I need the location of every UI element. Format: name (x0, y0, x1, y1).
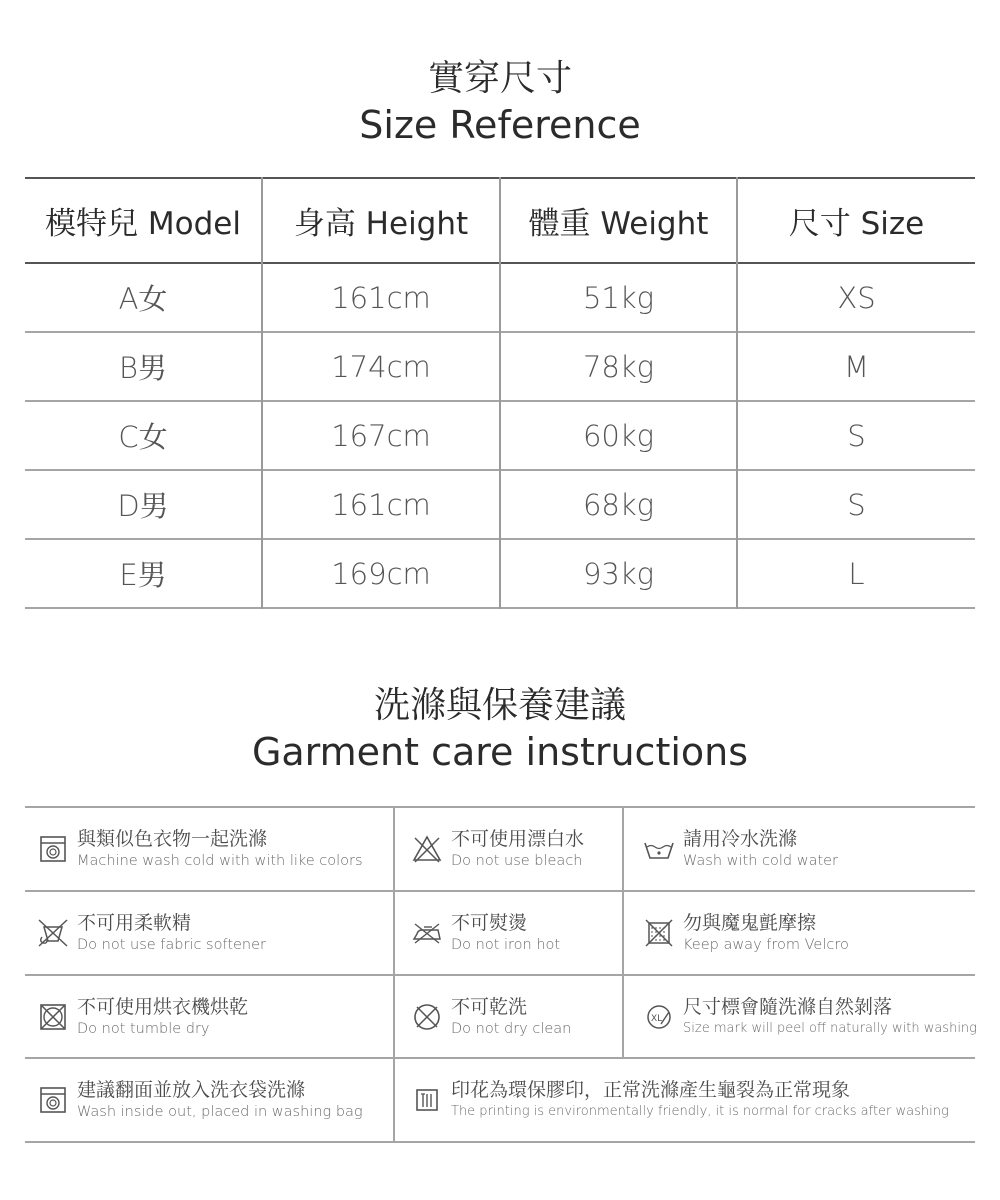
care-item (407, 808, 584, 890)
care-item (33, 976, 248, 1057)
no-dry-clean-icon (407, 1001, 447, 1033)
care-item (33, 892, 266, 974)
care-item-zh: 不可乾洗 (451, 995, 528, 1018)
care-item-en: Wash with cold water (683, 853, 839, 869)
table-row (25, 401, 975, 470)
header-weight: 體重 Weight (500, 178, 737, 263)
no-iron-icon (407, 920, 447, 946)
care-item (639, 892, 849, 974)
print-icon (407, 1086, 447, 1114)
care-item-en: Size mark will peel off naturally with washing (683, 1020, 977, 1036)
care-item-zh: 建議翻面並放入洗衣袋洗滌 (77, 1079, 306, 1101)
care-item-zh: 不可熨燙 (451, 912, 528, 934)
care-item-zh: 與類似色衣物一起洗滌 (77, 828, 268, 850)
cell-height: 169cm (262, 539, 500, 608)
size-tag-peel-icon (639, 1002, 679, 1032)
header-model: 模特兒 Model (25, 178, 262, 263)
care-item-en: Do not iron hot (451, 937, 561, 953)
cell-model: D男 (25, 470, 262, 539)
size-title-en: Size Reference (359, 103, 641, 147)
header-height: 身高 Height (262, 178, 500, 263)
grid-divider (393, 806, 395, 1143)
cell-weight: 78kg (500, 332, 737, 401)
cell-height: 167cm (262, 401, 500, 470)
care-item-en: Do not use bleach (451, 853, 583, 869)
care-item (407, 892, 560, 974)
cell-height: 174cm (262, 332, 500, 401)
care-item-en: Do not use fabric softener (77, 937, 266, 953)
care-item-en: Keep away from Velcro (683, 937, 849, 953)
cell-model: E男 (25, 539, 262, 608)
care-item-en: Do not tumble dry (77, 1020, 210, 1037)
cell-height: 161cm (262, 263, 500, 332)
cell-weight: 68kg (500, 470, 737, 539)
care-item (639, 808, 838, 890)
cell-model: B男 (25, 332, 262, 401)
no-softener-icon (33, 917, 73, 949)
table-row (25, 332, 975, 401)
care-item (33, 1059, 363, 1141)
care-item-en: Do not dry clean (451, 1020, 572, 1037)
care-item-en: The printing is environmentally friendly, it is normal for cracks after washing (451, 1104, 949, 1119)
washing-machine-icon (33, 834, 73, 864)
care-item-zh: 不可使用烘衣機烘乾 (77, 995, 249, 1018)
table-row (25, 263, 975, 332)
care-item (639, 976, 977, 1057)
care-item (407, 976, 571, 1057)
grid-divider (25, 1141, 975, 1143)
cell-size: S (847, 418, 866, 453)
no-velcro-icon (639, 917, 679, 949)
care-item (407, 1059, 949, 1141)
care-instructions-grid (25, 806, 975, 1143)
table-row (25, 539, 975, 608)
cell-height: 161cm (262, 470, 500, 539)
cell-model: A女 (25, 263, 262, 332)
care-item-zh: 印花為環保膠印，正常洗滌產生龜裂為正常現象 (451, 1079, 851, 1101)
size-section-title (0, 56, 1000, 148)
cell-weight: 51kg (500, 263, 737, 332)
cell-size: L (848, 556, 865, 591)
care-item-zh: 不可使用漂白水 (451, 828, 585, 850)
cell-weight: 60kg (500, 401, 737, 470)
cell-weight: 93kg (500, 539, 737, 608)
care-item-en: Machine wash cold with with like colors (77, 853, 363, 869)
no-bleach-icon (407, 834, 447, 864)
size-reference-table (25, 177, 975, 609)
washing-machine-icon (33, 1085, 73, 1115)
no-tumble-dry-icon (33, 1001, 73, 1033)
care-item-zh: 不可用柔軟精 (77, 912, 192, 934)
care-item-zh: 勿與魔鬼氈摩擦 (683, 912, 817, 934)
cell-size: M (843, 349, 870, 384)
care-item (33, 808, 363, 890)
cell-size: S (847, 487, 866, 522)
grid-divider (622, 806, 624, 1058)
cell-size: XS (837, 280, 876, 315)
care-title-en: Garment care instructions (251, 730, 749, 774)
size-title-zh: 實穿尺寸 (427, 58, 572, 99)
care-item-en: Wash inside out, placed in washing bag (77, 1104, 363, 1120)
care-title-zh: 洗滌與保養建議 (373, 685, 626, 726)
cell-model: C女 (25, 401, 262, 470)
svg-text:XL: XL (651, 1013, 663, 1024)
cold-wash-tub-icon (639, 836, 679, 862)
care-item-zh: 尺寸標會隨洗滌自然剝落 (683, 995, 893, 1018)
table-row (25, 470, 975, 539)
table-header-row (25, 178, 975, 263)
care-item-zh: 請用冷水洗滌 (683, 828, 798, 850)
care-section-title (0, 683, 1000, 775)
header-size: 尺寸 Size (788, 206, 925, 242)
